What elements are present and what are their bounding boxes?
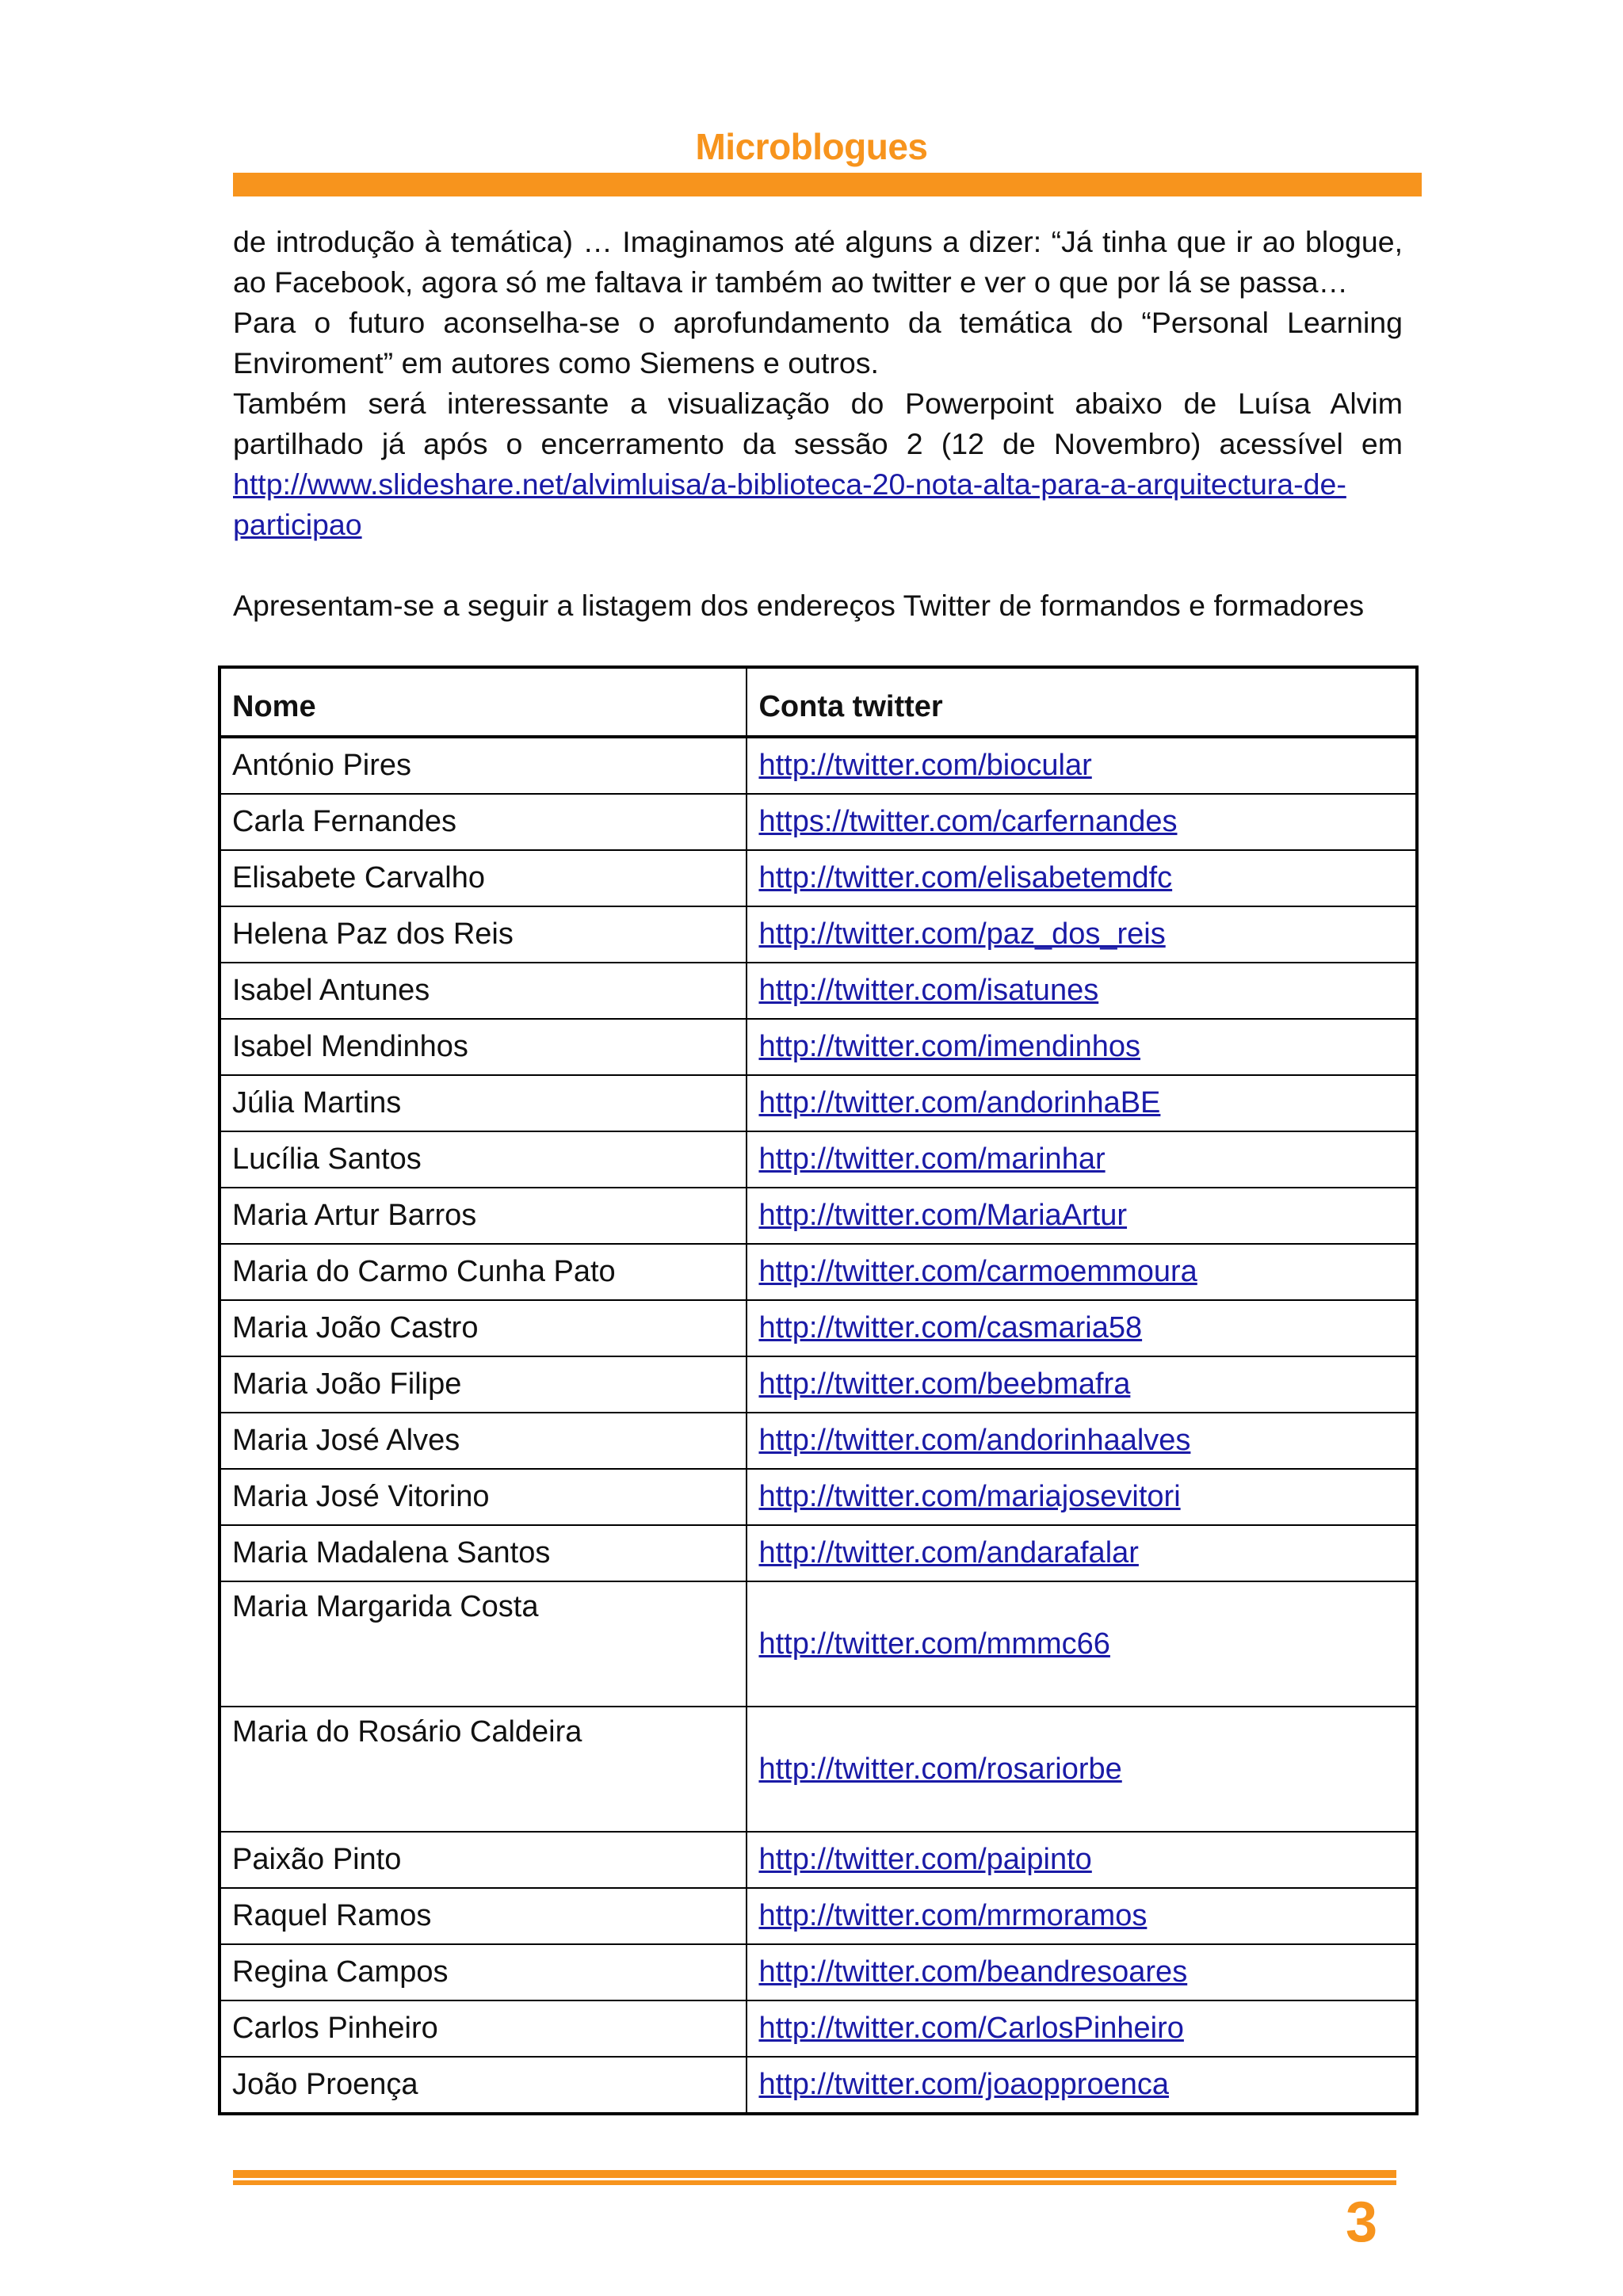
member-account-cell xyxy=(747,1832,1417,1888)
table-row xyxy=(220,1525,1417,1581)
table-row xyxy=(220,1019,1417,1075)
page-title: Microblogues xyxy=(695,126,928,167)
table-row xyxy=(220,2057,1417,2114)
twitter-link[interactable]: http://twitter.com/beandresoares xyxy=(758,1955,1188,1989)
twitter-link[interactable]: http://twitter.com/MariaArtur xyxy=(758,1199,1128,1232)
member-name: Raquel Ramos xyxy=(220,1888,747,1944)
twitter-link[interactable]: http://twitter.com/andarafalar xyxy=(758,1536,1139,1569)
member-account-cell xyxy=(747,1300,1417,1356)
table-row xyxy=(220,2000,1417,2057)
body-text xyxy=(233,222,1403,545)
member-name: Carlos Pinheiro xyxy=(220,2000,747,2057)
column-header-account: Conta twitter xyxy=(747,667,1417,737)
member-account-cell xyxy=(747,1944,1417,2000)
member-account-cell xyxy=(747,850,1417,906)
twitter-link[interactable]: http://twitter.com/elisabetemdfc xyxy=(758,861,1173,894)
member-account-cell xyxy=(747,963,1417,1019)
table-row xyxy=(220,1469,1417,1525)
member-name: Maria José Vitorino xyxy=(220,1469,747,1525)
twitter-link[interactable]: http://twitter.com/mrmoramos xyxy=(758,1899,1148,1932)
member-name: Isabel Mendinhos xyxy=(220,1019,747,1075)
twitter-link[interactable]: http://twitter.com/andorinhaalves xyxy=(758,1424,1191,1457)
twitter-link[interactable]: http://twitter.com/marinhar xyxy=(758,1142,1106,1176)
member-account-cell xyxy=(747,2000,1417,2057)
twitter-link[interactable]: http://twitter.com/biocular xyxy=(758,749,1092,782)
twitter-link[interactable]: http://twitter.com/CarlosPinheiro xyxy=(758,2012,1184,2045)
member-account-cell xyxy=(747,1188,1417,1244)
member-account-cell xyxy=(747,1525,1417,1581)
table-intro: Apresentam-se a seguir a listagem dos endereços Twitter de formandos e formadores xyxy=(233,589,1365,622)
member-account-cell xyxy=(747,1888,1417,1944)
member-name: Carla Fernandes xyxy=(220,794,747,850)
twitter-link[interactable]: http://twitter.com/beebmafra xyxy=(758,1367,1131,1401)
member-account-cell xyxy=(747,1356,1417,1413)
member-name: Regina Campos xyxy=(220,1944,747,2000)
table-row xyxy=(220,1888,1417,1944)
twitter-link[interactable]: http://twitter.com/imendinhos xyxy=(758,1030,1141,1063)
member-account-cell xyxy=(747,1707,1417,1832)
member-name: Maria João Filipe xyxy=(220,1356,747,1413)
twitter-link[interactable]: http://twitter.com/carmoemmoura xyxy=(758,1255,1197,1288)
table-row xyxy=(220,1131,1417,1188)
member-name: Elisabete Carvalho xyxy=(220,850,747,906)
twitter-link[interactable]: https://twitter.com/carfernandes xyxy=(758,805,1178,838)
table-row xyxy=(220,1244,1417,1300)
table-body xyxy=(220,737,1417,2114)
table-row xyxy=(220,1581,1417,1707)
member-account-cell xyxy=(747,1019,1417,1075)
member-name: Maria José Alves xyxy=(220,1413,747,1469)
member-account-cell xyxy=(747,794,1417,850)
member-account-cell xyxy=(747,906,1417,963)
table-row xyxy=(220,1707,1417,1832)
paragraph-intro-continuation: de introdução à temática) … Imaginamos até alguns a dizer: “Já tinha que ir ao blogue, ao Facebook, agora só me faltava ir também ao twitter e ver o que por lá se passa… xyxy=(233,225,1403,299)
header-divider xyxy=(233,173,1422,196)
member-account-cell xyxy=(747,1413,1417,1469)
member-name: Maria do Rosário Caldeira xyxy=(220,1707,747,1832)
member-name: Maria Madalena Santos xyxy=(220,1525,747,1581)
table-row xyxy=(220,1832,1417,1888)
table-row xyxy=(220,1188,1417,1244)
table-row xyxy=(220,1413,1417,1469)
table-row xyxy=(220,850,1417,906)
table-header-row xyxy=(220,667,1417,737)
paragraph-future: Para o futuro aconselha-se o aprofundamento da temática do “Personal Learning Enviroment” em autores como Siemens e outros. xyxy=(233,306,1403,379)
twitter-link[interactable]: http://twitter.com/paipinto xyxy=(758,1843,1092,1876)
table-row xyxy=(220,1356,1417,1413)
twitter-link[interactable]: http://twitter.com/mmmc66 xyxy=(758,1627,1110,1661)
table-row xyxy=(220,1944,1417,2000)
twitter-link[interactable]: http://twitter.com/casmaria58 xyxy=(758,1311,1143,1344)
twitter-link[interactable]: http://twitter.com/joaopproenca xyxy=(758,2068,1169,2101)
member-account-cell xyxy=(747,1581,1417,1707)
member-name: Lucília Santos xyxy=(220,1131,747,1188)
member-name: Isabel Antunes xyxy=(220,963,747,1019)
column-header-name: Nome xyxy=(220,667,747,737)
twitter-link[interactable]: http://twitter.com/andorinhaBE xyxy=(758,1086,1161,1119)
member-name: Helena Paz dos Reis xyxy=(220,906,747,963)
twitter-accounts-table xyxy=(218,666,1419,2115)
twitter-link[interactable]: http://twitter.com/rosariorbe xyxy=(758,1752,1122,1786)
member-name: António Pires xyxy=(220,737,747,794)
slideshare-link[interactable]: http://www.slideshare.net/alvimluisa/a-biblioteca-20-nota-alta-para-a-arquitectura-de-participao xyxy=(233,467,1346,541)
table-row xyxy=(220,963,1417,1019)
member-account-cell xyxy=(747,1244,1417,1300)
paragraph-powerpoint xyxy=(233,383,1403,545)
table-row xyxy=(220,1300,1417,1356)
member-account-cell xyxy=(747,1075,1417,1131)
member-name: Júlia Martins xyxy=(220,1075,747,1131)
member-account-cell xyxy=(747,2057,1417,2114)
table-row xyxy=(220,794,1417,850)
table-row xyxy=(220,906,1417,963)
member-name: Maria João Castro xyxy=(220,1300,747,1356)
member-account-cell xyxy=(747,1469,1417,1525)
page-number: 3 xyxy=(1346,2191,1378,2254)
member-name: Maria Artur Barros xyxy=(220,1188,747,1244)
table-row xyxy=(220,1075,1417,1131)
twitter-link[interactable]: http://twitter.com/mariajosevitori xyxy=(758,1480,1181,1513)
table-row xyxy=(220,737,1417,794)
twitter-link[interactable]: http://twitter.com/isatunes xyxy=(758,974,1099,1007)
member-name: Maria do Carmo Cunha Pato xyxy=(220,1244,747,1300)
member-name: Maria Margarida Costa xyxy=(220,1581,747,1707)
footer-divider xyxy=(233,2170,1396,2180)
member-account-cell xyxy=(747,1131,1417,1188)
paragraph-powerpoint-text: Também será interessante a visualização do Powerpoint abaixo de Luísa Alvim partilhado já após o encerramento da sessão 2 (12 de Novembro) acessível em xyxy=(233,387,1403,460)
member-account-cell xyxy=(747,737,1417,794)
member-name: Paixão Pinto xyxy=(220,1832,747,1888)
member-name: João Proença xyxy=(220,2057,747,2114)
twitter-link[interactable]: http://twitter.com/paz_dos_reis xyxy=(758,917,1166,951)
